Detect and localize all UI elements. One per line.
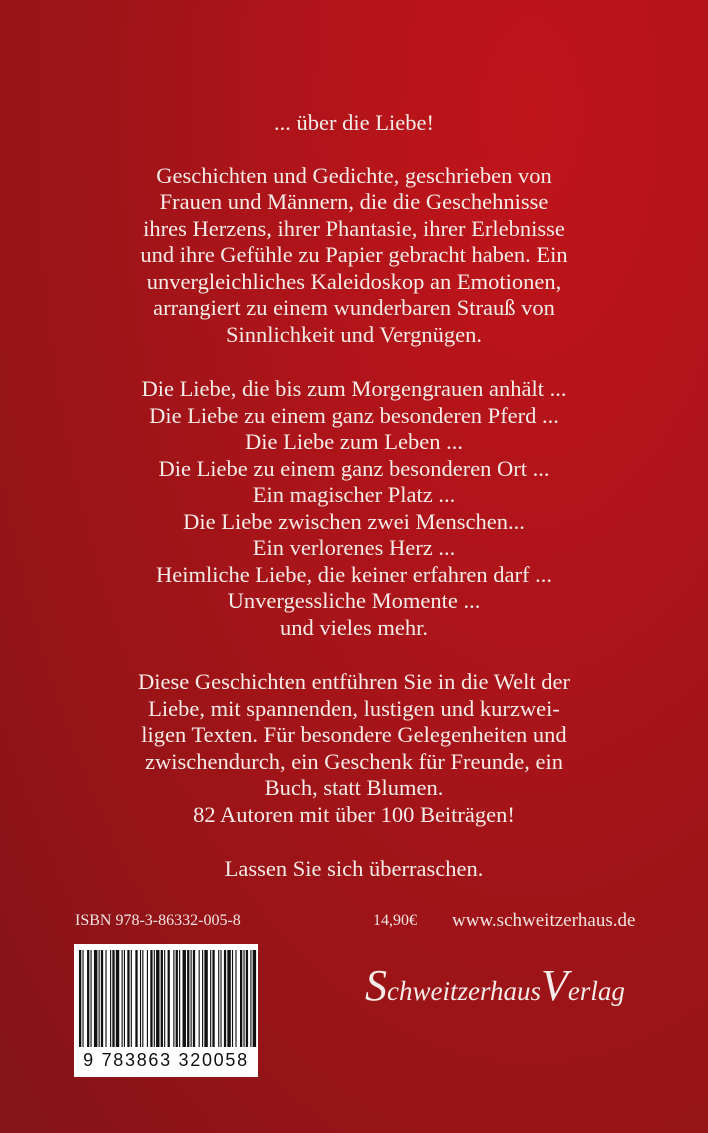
barcode-bar [212,950,214,1048]
barcode-bar [122,950,123,1048]
barcode-bar [168,950,170,1062]
barcode-bar [164,950,165,1062]
blurb-text [40,110,668,883]
barcode-bar [140,950,141,1048]
barcode-bar [224,950,226,1048]
barcode-bar [176,950,178,1048]
text-line: 82 Autoren mit über 100 Beiträgen! [193,801,515,827]
blurb-paragraph-2 [40,669,668,828]
text-line: Liebe, mit spannenden, lustigen und kurzwei- [148,695,560,721]
isbn-label: ISBN 978-3-86332-005-8 [75,912,241,929]
barcode-bar [156,950,159,1048]
barcode-digits: 9 783863 320058 [74,1047,258,1073]
publisher-name-part-1: chweitzerhaus [387,976,541,1006]
text-line: unvergleichliches Kaleidoskop an Emotionen, [146,268,562,294]
blurb-intro: ... über die Liebe! [274,110,434,135]
barcode-bar [101,950,103,1048]
text-line: Diese Geschichten entführen Sie in die Welt der [137,669,570,694]
text-line: Geschichten und Gedichte, geschrieben von [156,162,552,188]
publisher-name-part-2: erlag [567,976,625,1006]
barcode-bar [154,950,155,1048]
barcode-bar [173,950,174,1048]
barcode-bar [161,950,163,1048]
barcode-bar [105,950,106,1048]
barcode-bar [227,950,230,1048]
barcode-bar [110,950,111,1048]
barcode-bar [87,950,89,1048]
list-item: Die Liebe zwischen zwei Menschen... [183,508,525,534]
list-item: und vieles mehr. [279,614,429,640]
list-item: Unvergessliche Momente ... [227,588,481,613]
barcode-bar [82,950,83,1062]
barcode-bar [124,950,125,1048]
barcode-bar [79,950,81,1062]
list-item: Die Liebe, die bis zum Morgengrauen anhält ... [141,376,567,401]
text-line: ligen Texten. Für besondere Gelegenheiten und [141,722,567,747]
barcode-bar [183,950,186,1048]
barcode-bar [99,950,100,1048]
barcode-bar [147,950,148,1048]
barcode-bar [142,950,143,1048]
barcode-bar [91,950,92,1048]
price-label: 14,90€ [373,912,417,929]
barcode-bar [210,950,211,1048]
barcode-bar [253,950,256,1062]
barcode-bar [199,950,200,1048]
text-line: Sinnlichkeit und Vergnügen. [225,321,483,347]
barcode-bar [191,950,192,1048]
barcode-bar [218,950,219,1048]
text-line: ihres Herzens, ihrer Phantasie, ihrer Erlebnisse [143,215,565,241]
blurb-list [40,376,668,641]
list-item: Ein magischer Platz ... [252,482,456,507]
barcode-bar [240,950,242,1048]
barcode-bar [232,950,233,1048]
barcode-bar [94,950,97,1048]
barcode-bar [193,950,195,1048]
barcode-bar [135,950,137,1048]
barcode-bar [250,950,251,1062]
list-item: Die Liebe zu einem ganz besonderen Pferd ... [149,402,559,428]
barcode-bar [243,950,244,1048]
list-item: Heimliche Liebe, die keiner erfahren darf ... [155,561,553,587]
website-link[interactable]: www.schweitzerhaus.de [452,910,636,931]
list-item: Ein verlorenes Herz ... [252,535,456,560]
barcode [74,944,258,1077]
publisher-initial-v: V [541,961,568,1010]
text-line: Buch, statt Blumen. [264,775,444,800]
barcode-bar [127,950,129,1048]
barcode-bar [187,950,189,1048]
barcode-bar [202,950,203,1048]
barcode-bar [246,950,248,1048]
blurb-closing: Lassen Sie sich überraschen. [224,856,484,881]
barcode-bar [235,950,236,1048]
barcode-bar [112,950,114,1048]
publisher-initial-s: S [365,961,387,1010]
barcode-bar [116,950,119,1048]
list-item: Die Liebe zum Leben ... [244,429,464,454]
text-line: und ihre Gefühle zu Papier gebracht haben. Ein [140,242,568,267]
barcode-bar [131,950,132,1048]
text-line: zwischendurch, ein Geschenk für Freunde, ein [145,748,563,774]
publisher-logo [365,960,685,1030]
text-line: arrangiert zu einem wunderbaren Strauß von [153,295,555,320]
text-line: Frauen und Männern, die die Geschehnisse [159,189,549,214]
barcode-bar [150,950,152,1048]
list-item: Die Liebe zu einem ganz besonderen Ort ... [158,455,550,481]
barcode-bar [204,950,207,1048]
barcode-bar [220,950,221,1048]
barcode-bar [179,950,180,1048]
blurb-paragraph-1 [40,163,668,349]
